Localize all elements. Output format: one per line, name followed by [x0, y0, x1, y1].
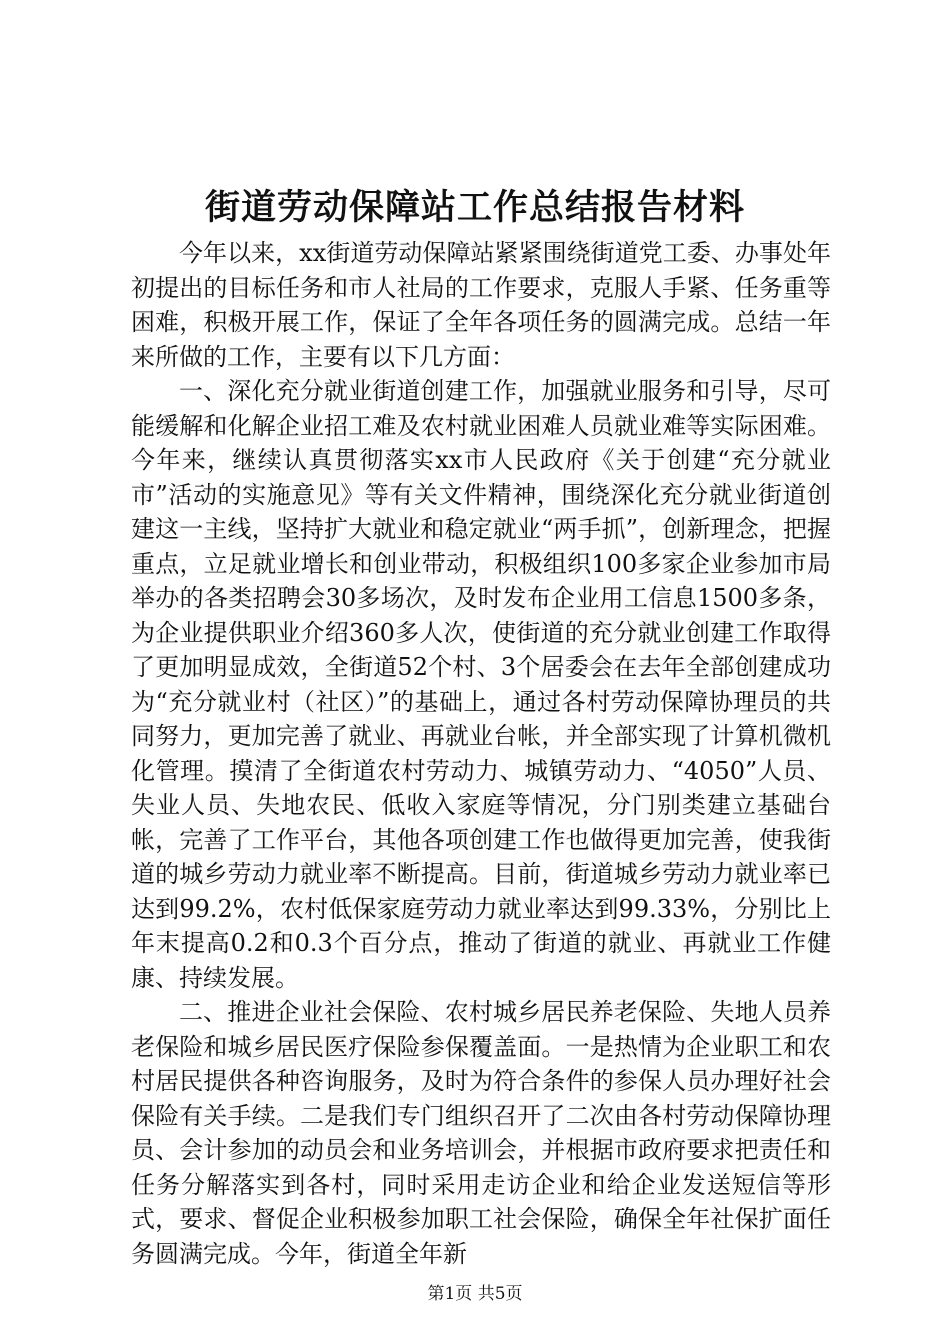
paragraph-section-1: 一、深化充分就业街道创建工作，加强就业服务和引导，尽可能缓解和化解企业招工难及农村就业困难人员就业难等实际困难。今年来，继续认真贯彻落实xx市人民政府《关于创建“充分就业市”活动的实施意见》等有关文件精神，围绕深化充分就业街道创建这一主线，坚持扩大就业和稳定就业“两手抓”，创新理念，把握重点，立足就业增长和创业带动，积极组织100多家企业参加市局举办的各类招聘会30多场次，及时发布企业用工信息1500多条，为企业提供职业介绍360多人次，使街道的充分就业创建工作取得了更加明显成效，全街道52个村、3个居委会在去年全部创建成功为“充分就业村（社区）”的基础上，通过各村劳动保障协理员的共同努力，更加完善了就业、再就业台帐，并全部实现了计算机微机化管理。摸清了全街道农村劳动力、城镇劳动力、“4050”人员、失业人员、失地农民、低收入家庭等情况，分门别类建立基础台帐，完善了工作平台，其他各项创建工作也做得更加完善，使我街道的城乡劳动力就业率不断提高。目前，街道城乡劳动力就业率已达到99.2%，农村低保家庭劳动力就业率达到99.33%，分别比上年末提高0.2和0.3个百分点，推动了街道的就业、再就业工作健康、持续发展。 [131, 377, 831, 992]
page-number-footer: 第1页 共5页 [427, 1284, 523, 1304]
paragraph-intro: 今年以来，xx街道劳动保障站紧紧围绕街道党工委、办事处年初提出的目标任务和市人社局的工作要求，克服人手紧、任务重等困难，积极开展工作，保证了全年各项任务的圆满完成。总结一年来所做的工作，主要有以下几方面： [131, 239, 831, 371]
document-body [131, 236, 831, 1271]
document-title: 街道劳动保障站工作总结报告材料 [204, 187, 745, 228]
paragraph-section-2: 二、推进企业社会保险、农村城乡居民养老保险、失地人员养老保险和城乡居民医疗保险参保覆盖面。一是热情为企业职工和农村居民提供各种咨询服务，及时为符合条件的参保人员办理好社会保险有关手续。二是我们专门组织召开了二次由各村劳动保障协理员、会计参加的动员会和业务培训会，并根据市政府要求把责任和任务分解落实到各村，同时采用走访企业和给企业发送短信等形式，要求、督促企业积极参加职工社会保险，确保全年社保扩面任务圆满完成。今年，街道全年新 [131, 998, 831, 1268]
